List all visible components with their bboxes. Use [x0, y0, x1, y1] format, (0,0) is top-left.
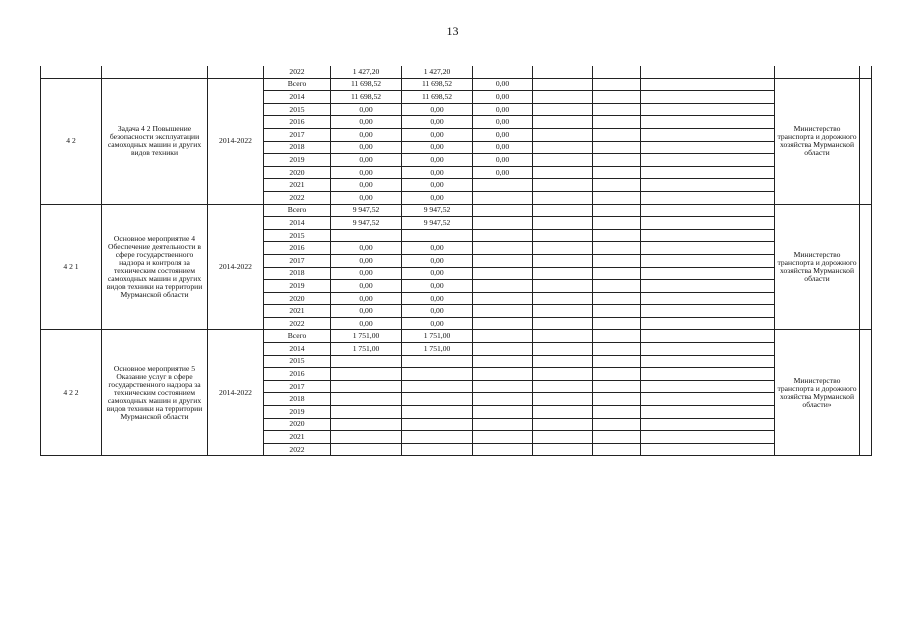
page-number: 13	[446, 24, 459, 38]
cell-empty	[593, 292, 641, 305]
cell-v2: 0,00	[473, 116, 533, 129]
cell-total: 0,00	[331, 254, 402, 267]
cell-empty	[533, 406, 593, 419]
cell-v1	[402, 355, 473, 368]
cell-empty	[533, 91, 593, 104]
cell-total	[331, 418, 402, 431]
cell-v2: 0,00	[473, 141, 533, 154]
cell-year: 2020	[264, 292, 331, 305]
cell-v2	[473, 254, 533, 267]
cell-v1: 0,00	[402, 267, 473, 280]
cell-empty	[533, 305, 593, 318]
cell-year: 2017	[264, 380, 331, 393]
table-row	[41, 330, 872, 343]
cell-v2	[473, 343, 533, 356]
cell-empty	[533, 254, 593, 267]
cell-v2	[473, 393, 533, 406]
edge-cell	[860, 66, 872, 78]
cell-empty	[533, 292, 593, 305]
cell-year: 2016	[264, 242, 331, 255]
cell-year: 2017	[264, 254, 331, 267]
cell-empty	[641, 292, 775, 305]
cell-empty	[641, 380, 775, 393]
cell-year: Всего	[264, 204, 331, 217]
cell-total: 0,00	[331, 141, 402, 154]
cell-empty	[533, 330, 593, 343]
cell-v1	[402, 368, 473, 381]
cell-v1: 1 427,20	[402, 66, 473, 78]
cell-empty	[641, 443, 775, 456]
cell-empty	[641, 103, 775, 116]
cell-total: 0,00	[331, 305, 402, 318]
group-number: 4 2 2	[41, 330, 102, 456]
group-period-cell	[208, 66, 264, 78]
cell-total: 0,00	[331, 116, 402, 129]
cell-v2: 0,00	[473, 128, 533, 141]
cell-total	[331, 380, 402, 393]
cell-empty	[593, 103, 641, 116]
cell-v2	[473, 443, 533, 456]
cell-empty	[533, 368, 593, 381]
cell-year: 2016	[264, 368, 331, 381]
cell-total: 0,00	[331, 242, 402, 255]
cell-year: 2015	[264, 229, 331, 242]
cell-year: 2018	[264, 267, 331, 280]
cell-empty	[641, 179, 775, 192]
cell-v1: 0,00	[402, 292, 473, 305]
cell-empty	[533, 204, 593, 217]
cell-empty	[641, 280, 775, 293]
cell-empty	[641, 217, 775, 230]
cell-v1	[402, 418, 473, 431]
cell-v1	[402, 380, 473, 393]
cell-v1: 9 947,52	[402, 204, 473, 217]
cell-empty	[641, 242, 775, 255]
cell-empty	[641, 166, 775, 179]
cell-empty	[533, 78, 593, 91]
cell-empty	[533, 217, 593, 230]
cell-v2	[473, 280, 533, 293]
cell-total: 0,00	[331, 128, 402, 141]
cell-empty	[593, 204, 641, 217]
cell-v2	[473, 217, 533, 230]
cell-total	[331, 443, 402, 456]
cell-empty	[533, 443, 593, 456]
cell-empty	[641, 418, 775, 431]
cell-empty	[533, 141, 593, 154]
group-period: 2014-2022	[208, 204, 264, 330]
cell-v2	[473, 330, 533, 343]
edge-cell	[860, 204, 872, 330]
cell-empty	[641, 204, 775, 217]
cell-year: 2022	[264, 191, 331, 204]
cell-v2	[473, 305, 533, 318]
cell-empty	[593, 154, 641, 167]
group-executor: Министерство транспорта и дорожного хозяйства Мурманской области»	[775, 330, 860, 456]
cell-v1: 0,00	[402, 317, 473, 330]
cell-total	[331, 431, 402, 444]
cell-year: 2016	[264, 116, 331, 129]
cell-empty	[593, 78, 641, 91]
cell-total: 0,00	[331, 317, 402, 330]
cell-v1	[402, 431, 473, 444]
cell-empty	[641, 91, 775, 104]
cell-empty	[533, 229, 593, 242]
cell-v2: 0,00	[473, 166, 533, 179]
cell-empty	[641, 355, 775, 368]
cell-empty	[641, 116, 775, 129]
cell-total: 1 751,00	[331, 343, 402, 356]
cell-empty	[533, 154, 593, 167]
cell-empty	[593, 368, 641, 381]
cell-empty	[641, 343, 775, 356]
cell-v1: 0,00	[402, 179, 473, 192]
cell-v2	[473, 431, 533, 444]
cell-year: 2014	[264, 91, 331, 104]
cell-empty	[593, 166, 641, 179]
cell-total: 9 947,52	[331, 217, 402, 230]
cell-empty	[533, 280, 593, 293]
cell-empty	[641, 406, 775, 419]
cell-empty	[533, 317, 593, 330]
table-row	[41, 78, 872, 91]
cell-year: 2015	[264, 103, 331, 116]
cell-total: 0,00	[331, 154, 402, 167]
cell-v1: 11 698,52	[402, 78, 473, 91]
cell-empty	[641, 154, 775, 167]
cell-v1: 0,00	[402, 103, 473, 116]
cell-v2: 0,00	[473, 103, 533, 116]
cell-v1: 1 751,00	[402, 343, 473, 356]
cell-year: 2018	[264, 141, 331, 154]
cell-v1	[402, 229, 473, 242]
cell-empty	[641, 305, 775, 318]
cell-total: 9 947,52	[331, 204, 402, 217]
cell-year: 2022	[264, 317, 331, 330]
cell-v1	[402, 443, 473, 456]
cell-empty	[533, 431, 593, 444]
group-name: Основное мероприятие 5 Оказание услуг в сфере государственного надзора за техническим состоянием самоходных машин и других видов техники на территории Мурманской области	[102, 330, 208, 456]
cell-year: 2015	[264, 355, 331, 368]
cell-empty	[533, 418, 593, 431]
cell-v1: 0,00	[402, 305, 473, 318]
cell-v2: 0,00	[473, 91, 533, 104]
cell-v1: 0,00	[402, 242, 473, 255]
cell-empty	[593, 191, 641, 204]
group-number: 4 2	[41, 78, 102, 204]
group-period: 2014-2022	[208, 78, 264, 204]
cell-empty	[641, 368, 775, 381]
cell-v2	[473, 229, 533, 242]
cell-empty	[593, 380, 641, 393]
cell-empty	[593, 355, 641, 368]
cell-year: 2019	[264, 406, 331, 419]
cell-v2	[473, 179, 533, 192]
cell-v1: 0,00	[402, 254, 473, 267]
cell-total: 0,00	[331, 292, 402, 305]
cell-v1: 11 698,52	[402, 91, 473, 104]
cell-empty	[533, 66, 593, 78]
edge-cell	[860, 78, 872, 204]
cell-v1: 1 751,00	[402, 330, 473, 343]
cell-total: 0,00	[331, 179, 402, 192]
edge-cell	[860, 330, 872, 456]
cell-year: Всего	[264, 78, 331, 91]
cell-v2: 0,00	[473, 78, 533, 91]
group-name: Задача 4 2 Повышение безопасности эксплуатации самоходных машин и других видов техники	[102, 78, 208, 204]
cell-v1: 0,00	[402, 166, 473, 179]
cell-total: 11 698,52	[331, 78, 402, 91]
cell-total: 0,00	[331, 280, 402, 293]
cell-v2	[473, 380, 533, 393]
cell-v1: 0,00	[402, 280, 473, 293]
cell-empty	[641, 128, 775, 141]
cell-year: 2014	[264, 343, 331, 356]
cell-empty	[641, 267, 775, 280]
cell-empty	[593, 406, 641, 419]
cell-year: 2021	[264, 431, 331, 444]
cell-total: 0,00	[331, 166, 402, 179]
cell-empty	[593, 443, 641, 456]
cell-empty	[593, 66, 641, 78]
cell-v1	[402, 406, 473, 419]
executor-cell	[775, 66, 860, 78]
cell-empty	[533, 380, 593, 393]
cell-v1: 9 947,52	[402, 217, 473, 230]
cell-v2	[473, 418, 533, 431]
table-row	[41, 204, 872, 217]
cell-empty	[641, 66, 775, 78]
cell-empty	[593, 343, 641, 356]
cell-empty	[533, 343, 593, 356]
cell-total	[331, 229, 402, 242]
cell-total: 0,00	[331, 267, 402, 280]
cell-empty	[593, 280, 641, 293]
group-name-cell	[102, 66, 208, 78]
cell-year: 2021	[264, 179, 331, 192]
cell-empty	[533, 116, 593, 129]
cell-year: 2022	[264, 443, 331, 456]
cell-year: 2021	[264, 305, 331, 318]
cell-v1: 0,00	[402, 141, 473, 154]
cell-v1: 0,00	[402, 128, 473, 141]
cell-v2	[473, 242, 533, 255]
cell-total: 11 698,52	[331, 91, 402, 104]
cell-empty	[641, 254, 775, 267]
cell-empty	[593, 179, 641, 192]
cell-year: 2020	[264, 166, 331, 179]
cell-v2	[473, 406, 533, 419]
cell-empty	[593, 393, 641, 406]
cell-empty	[593, 91, 641, 104]
cell-empty	[641, 78, 775, 91]
cell-total	[331, 355, 402, 368]
cell-empty	[533, 166, 593, 179]
cell-empty	[593, 242, 641, 255]
cell-empty	[641, 431, 775, 444]
cell-year: 2014	[264, 217, 331, 230]
cell-empty	[593, 254, 641, 267]
group-number-cell	[41, 66, 102, 78]
cell-total: 1 751,00	[331, 330, 402, 343]
group-executor: Министерство транспорта и дорожного хозяйства Мурманской области	[775, 204, 860, 330]
cell-empty	[533, 393, 593, 406]
cell-v2	[473, 317, 533, 330]
cell-year: 2019	[264, 280, 331, 293]
cell-total: 0,00	[331, 103, 402, 116]
cell-year: 2019	[264, 154, 331, 167]
table-row	[41, 66, 872, 78]
cell-empty	[641, 191, 775, 204]
cell-empty	[593, 116, 641, 129]
cell-v2	[473, 292, 533, 305]
cell-v2	[473, 267, 533, 280]
group-name: Основное мероприятие 4 Обеспечение деятельности в сфере государственного надзора и контроля за техническим состоянием самоходных машин и других видов техники на территории Мурманской области	[102, 204, 208, 330]
cell-empty	[533, 179, 593, 192]
cell-empty	[593, 128, 641, 141]
cell-v2	[473, 355, 533, 368]
cell-v2	[473, 368, 533, 381]
cell-empty	[533, 242, 593, 255]
cell-year: 2022	[264, 66, 331, 78]
cell-empty	[533, 267, 593, 280]
cell-empty	[641, 393, 775, 406]
cell-v1: 0,00	[402, 191, 473, 204]
cell-v2	[473, 191, 533, 204]
cell-empty	[593, 305, 641, 318]
group-executor: Министерство транспорта и дорожного хозяйства Мурманской области	[775, 78, 860, 204]
cell-empty	[593, 330, 641, 343]
cell-total	[331, 393, 402, 406]
cell-v1: 0,00	[402, 116, 473, 129]
cell-empty	[641, 330, 775, 343]
cell-empty	[593, 141, 641, 154]
cell-year: 2018	[264, 393, 331, 406]
cell-v2	[473, 66, 533, 78]
cell-empty	[641, 317, 775, 330]
cell-v1	[402, 393, 473, 406]
cell-year: 2020	[264, 418, 331, 431]
cell-empty	[641, 141, 775, 154]
cell-total	[331, 406, 402, 419]
group-period: 2014-2022	[208, 330, 264, 456]
cell-v1: 0,00	[402, 154, 473, 167]
cell-empty	[533, 128, 593, 141]
cell-empty	[593, 317, 641, 330]
financing-table	[40, 66, 872, 456]
cell-total: 0,00	[331, 191, 402, 204]
cell-empty	[533, 103, 593, 116]
cell-empty	[593, 229, 641, 242]
cell-empty	[593, 267, 641, 280]
group-number: 4 2 1	[41, 204, 102, 330]
cell-empty	[533, 355, 593, 368]
cell-year: 2017	[264, 128, 331, 141]
cell-year: Всего	[264, 330, 331, 343]
cell-empty	[641, 229, 775, 242]
cell-empty	[533, 191, 593, 204]
cell-v2	[473, 204, 533, 217]
cell-empty	[593, 418, 641, 431]
cell-empty	[593, 217, 641, 230]
cell-total: 1 427,20	[331, 66, 402, 78]
cell-v2: 0,00	[473, 154, 533, 167]
cell-empty	[593, 431, 641, 444]
cell-total	[331, 368, 402, 381]
